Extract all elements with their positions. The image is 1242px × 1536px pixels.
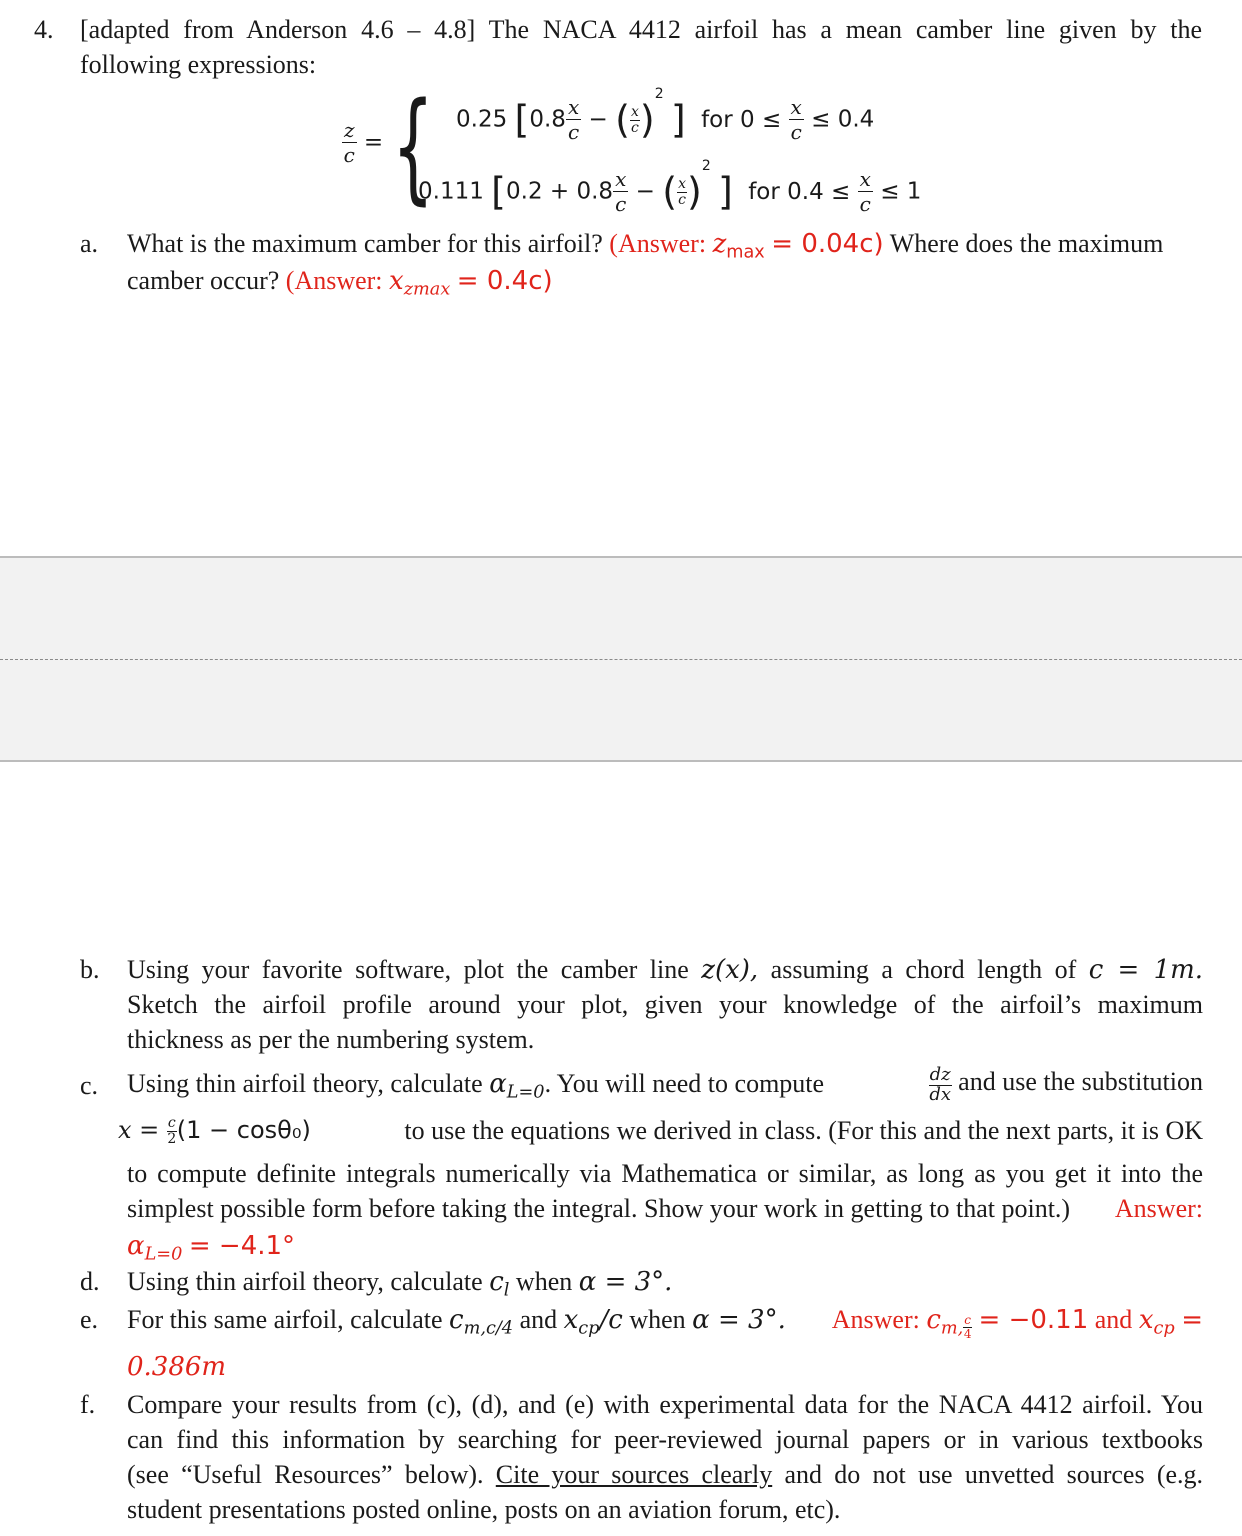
part-f-label: f. xyxy=(80,1390,96,1419)
part-c-answer: $\alpha_{L=0} = -4.1^\circ$ xyxy=(127,1231,296,1265)
part-f-line2: can find this information by searching for peer-reviewed journal papers or in various textbooks xyxy=(127,1425,1203,1454)
problem-header-line2: following expressions: xyxy=(80,50,317,79)
part-c-label: c. xyxy=(80,1071,99,1100)
part-a-line1: What is the maximum camber for this airfoil? (Answer: $z_{max} = 0.04c$) Where does the maximum xyxy=(127,229,1164,263)
part-b-line1: Using your favorite software, plot the camber line z(x), assuming a chord length of c = 1m. xyxy=(127,955,1204,985)
equation-case-1: 0.25 [0.8 $\frac{x}{c}$ − ( $\frac{x}{c}$ )$^2$ ] for 0 ≤ $\frac{x}{c}$ ≤ 0.4 xyxy=(456,86,875,144)
part-e-line1: For this same airfoil, calculate $c_{m,c/4}$ and $x_{cp}/c$ when α = 3°. Answer: $c_{m,}$ $\frac{c}{4}$ = −0.11 and $x_{cp}$ = xyxy=(127,1305,1203,1341)
part-a-label: a. xyxy=(80,229,99,258)
dashed-divider xyxy=(0,659,1242,660)
part-b-line2: Sketch the airfoil profile around your plot, given your knowledge of the airfoil’s maximum xyxy=(127,990,1203,1019)
part-c-line3: to compute definite integrals numerically via Mathematica or similar, as long as you get it into the xyxy=(127,1159,1203,1188)
equation-case-2: 0.111 [0.2 + 0.8 $\frac{x}{c}$ − ( $\frac{x}{c}$ )$^2$ ] for 0.4 ≤ $\frac{x}{c}$ ≤ 1 xyxy=(418,158,922,216)
part-a-line2: camber occur? (Answer: $x_{zmax} = 0.4c$) xyxy=(127,266,553,300)
cite-sources-link[interactable]: Cite your sources clearly xyxy=(495,1460,773,1489)
left-brace: { xyxy=(392,78,434,217)
equation-lhs: $\frac{z}{c}$ = xyxy=(343,118,384,167)
part-d-label: d. xyxy=(80,1267,100,1296)
part-f-line1: Compare your results from (c), (d), and (e) with experimental data for the NACA 4412 airfoil. You xyxy=(127,1390,1203,1419)
part-f-line3: (see “Useful Resources” below). Cite your sources clearly and do not use unvetted sources (e.g. xyxy=(127,1460,1204,1489)
problem-number: 4. xyxy=(34,15,54,44)
part-c-line4: simplest possible form before taking the integral. Show your work in getting to that point.) Answer: xyxy=(127,1194,1203,1223)
part-c-line1: Using thin airfoil theory, calculate $\alpha_{L=0}$. You will need to compute $\frac{dz}{dx}$ and use the substitution xyxy=(127,1063,1203,1105)
part-d-text: Using thin airfoil theory, calculate $c_l$ when α = 3°. xyxy=(127,1267,673,1301)
part-e-answer-xcp: 0.386m xyxy=(127,1352,227,1382)
divider-bottom xyxy=(0,760,1242,762)
part-e-label: e. xyxy=(80,1305,99,1334)
part-b-label: b. xyxy=(80,955,100,984)
part-b-line3: thickness as per the numbering system. xyxy=(127,1025,535,1054)
part-f-line4: student presentations posted online, posts on an aviation forum, etc). xyxy=(127,1495,841,1524)
part-c-line2: x = $\frac{c}{2}$ (1 − cosθ₀) to use the equations we derived in class. (For this and the next parts, it is OK xyxy=(118,1114,1203,1147)
problem-header-line1: [adapted from Anderson 4.6 – 4.8] The NACA 4412 airfoil has a mean camber line given by the xyxy=(80,15,1202,44)
